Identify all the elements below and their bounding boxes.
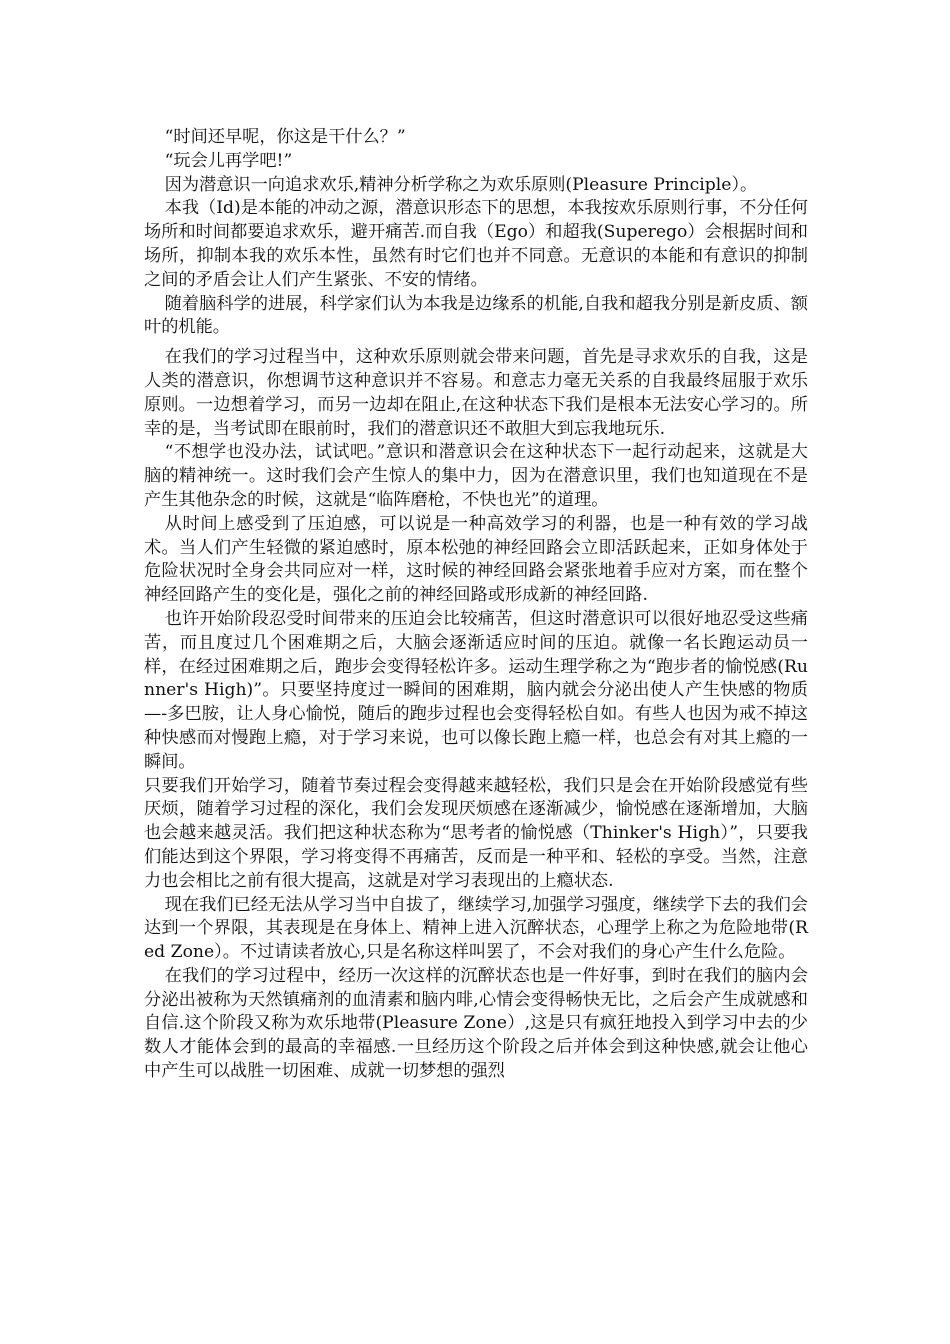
paragraph-5: 随着脑科学的进展，科学家们认为本我是边缘系的机能,自我和超我分别是新皮质、额叶的机能。 — [144, 293, 808, 338]
document-page — [144, 126, 808, 1084]
paragraph-6: 在我们的学习过程当中，这种欢乐原则就会带来问题，首先是寻求欢乐的自我，这是人类的潜意识，你想调节这种意识并不容易。和意志力毫无关系的自我最终屈服于欢乐原则。一边想着学习，而另一边却在阻止,在这种状态下我们是根本无法安心学习的。所幸的是，当考试即在眼前时，我们的潜意识还不敢胆大到忘我地玩乐. — [144, 347, 808, 439]
paragraph-11: 现在我们已经无法从学习当中自拔了，继续学习,加强学习强度，继续学下去的我们会达到一个界限，其表现是在身体上、精神上进入沉醉状态，心理学上称之为危险地带(Red Zone）。不过请读者放心,只是名称这样叫罢了，不会对我们的身心产生什么危险。 — [144, 894, 808, 963]
paragraph-8: 从时间上感受到了压迫感，可以说是一种高效学习的利器，也是一种有效的学习战术。当人们产生轻微的紧迫感时，原本松弛的神经回路会立即活跃起来，正如身体处于危险状况时全身会共同应对一样，这时候的神经回路会紧张地着手应对方案，而在整个神经回路产生的变化是，强化之前的神经回路或形成新的神经回路. — [144, 513, 808, 606]
paragraph-7: “不想学也没办法，试试吧。”意识和潜意识会在这种状态下一起行动起来，这就是大脑的精神统一。这时我们会产生惊人的集中力，因为在潜意识里，我们也知道现在不是产生其他杂念的时候，这就是“临阵磨枪，不快也光”的道理。 — [144, 442, 808, 510]
paragraph-4: 本我（Id)是本能的冲动之源，潜意识形态下的思想，本我按欢乐原则行事，不分任何场所和时间都要追求欢乐，避开痛苦.而自我（Ego）和超我(Superego）会根据时间和场所，抑制本我的欢乐本性，虽然有时它们也并不同意。无意识的本能和有意识的抑制之间的矛盾会让人们产生紧张、不安的情绪。 — [144, 198, 808, 290]
paragraph-1: “时间还早呢，你这是干什么？” — [164, 127, 406, 147]
paragraph-12: 在我们的学习过程中，经历一次这样的沉醉状态也是一件好事，到时在我们的脑内会分泌出被称为天然镇痛剂的血清素和脑内啡,心情会变得畅快无比，之后会产生成就感和自信.这个阶段又称为欢乐地带(Pleasure Zone）,这是只有疯狂地投入到学习中去的少数人才能体会到的最高的幸福感.一旦经历这个阶段之后并体会到这种快感,就会让他心中产生可以战胜一切困难、成就一切梦想的强烈 — [144, 965, 808, 1082]
paragraph-3: 因为潜意识一向追求欢乐,精神分析学称之为欢乐原则(Pleasure Principle）。 — [164, 174, 758, 195]
paragraph-2: “玩会儿再学吧!” — [164, 150, 293, 171]
paragraph-9: 也许开始阶段忍受时间带来的压迫会比较痛苦，但这时潜意识可以很好地忍受这些痛苦，而且度过几个困难期之后，大脑会逐渐适应时间的压迫。就像一名长跑运动员一样，在经过困难期之后，跑步会变得轻松许多。运动生理学称之为“跑步者的愉悦感(Runner's High)”。只要坚持度过一瞬间的困难期，脑内就会分泌出使人产生快感的物质—-多巴胺，让人身心愉悦，随后的跑步过程也会变得轻松自如。有些人也因为戒不掉这种快感而对慢跑上瘾，对于学习来说，也可以像长跑上瘾一样，也总会有对其上瘾的一瞬间。 — [144, 608, 808, 772]
paragraph-10: 只要我们开始学习，随着节奏过程会变得越来越轻松，我们只是会在开始阶段感觉有些厌烦，随着学习过程的深化，我们会发现厌烦感在逐渐减少，愉悦感在逐渐增加，大脑也会越来越灵活。我们把这种状态称为“思考者的愉悦感（Thinker's High）”，只要我们能达到这个界限，学习将变得不再痛苦，反而是一种平和、轻松的享受。当然，注意力也会相比之前有很大提高，这就是对学习表现出的上瘾状态. — [144, 775, 808, 891]
